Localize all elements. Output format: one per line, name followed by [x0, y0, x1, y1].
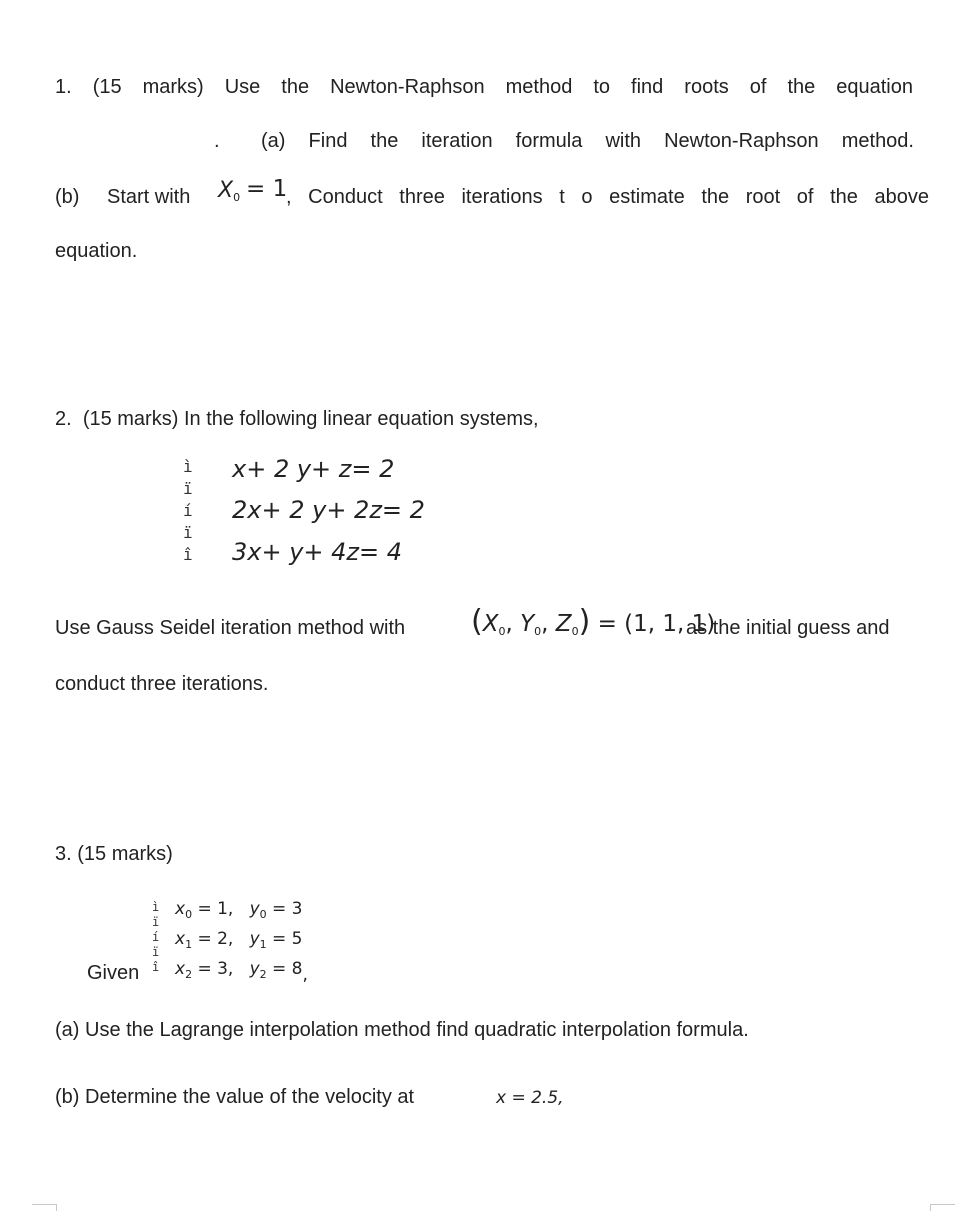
q1-part-b-label: (b): [55, 186, 80, 208]
page-corner-left: [32, 1204, 57, 1211]
q3-x1-value: = 2,: [197, 929, 234, 949]
q2-brace-middle: í: [183, 501, 193, 520]
q2-brace-bottom: î: [183, 545, 193, 564]
q3-part-b-expression: x = 2.5,: [496, 1088, 564, 1108]
q1-number: 1.: [55, 76, 72, 98]
q2-instruction-start: Use Gauss Seidel iteration method with: [55, 617, 406, 639]
q2-equation-2: 2x+ 2 y+ 2z= 2: [232, 496, 425, 524]
q3-y2: y: [249, 959, 260, 979]
q2-number: 2.: [55, 408, 72, 430]
q1-x0-variable: [218, 178, 240, 204]
q3-y1-sub: 1: [259, 938, 267, 951]
q2-guess-y-sub: 0: [534, 625, 542, 638]
q1-part-a: [261, 130, 914, 153]
q1-part-b-rest: , Conduct three iterations t o estimate the root of the above: [286, 186, 929, 208]
q3-y0: y: [249, 899, 260, 919]
q1-x0-var: X: [218, 178, 234, 203]
q2-brace: [183, 456, 193, 566]
q2-text: In the following linear equation systems,: [183, 408, 539, 430]
q3-brace: [152, 900, 159, 975]
q2-final-line: conduct three iterations.: [55, 673, 269, 695]
q3-x2: x: [175, 959, 186, 979]
q3-y2-sub: 2: [259, 968, 267, 981]
q3-brace-upper: ï: [152, 915, 160, 929]
q3-brace-middle: í: [152, 930, 160, 944]
q3-heading: [55, 843, 173, 866]
q3-y1: y: [249, 929, 260, 949]
q3-part-b: (b) Determine the value of the velocity at: [55, 1086, 415, 1108]
q1-x0-sub: 0: [233, 191, 241, 204]
q3-given-label: Given: [87, 962, 140, 984]
q1-part-b-start: Start with: [107, 186, 191, 208]
q1-equation-placeholder: .: [214, 130, 220, 152]
q3-x2-sub: 2: [185, 968, 193, 981]
q3-x1-sub: 1: [185, 938, 193, 951]
q3-x1: x: [175, 929, 186, 949]
q2-brace-lower: ï: [183, 523, 193, 542]
q2-equation-1: x+ 2 y+ z= 2: [232, 455, 395, 483]
q3-brace-bottom: î: [152, 960, 160, 974]
q1-part-b-end: equation.: [55, 240, 138, 262]
q2-brace-top: ì: [183, 457, 193, 476]
q3-number: 3.: [55, 843, 72, 865]
q1-marks: (15 marks): [92, 76, 204, 98]
q3-y2-value: = 8: [272, 959, 303, 979]
q2-marks: (15 marks): [82, 408, 179, 430]
q3-row-0: [175, 899, 303, 921]
q3-trailing-comma: ,: [302, 965, 308, 985]
q1-line-1: [55, 76, 913, 99]
q2-guess-x-sub: 0: [498, 625, 506, 638]
q3-x2-value: = 3,: [197, 959, 234, 979]
q3-row-2: [175, 959, 308, 985]
q2-guess-values: = (1, 1, 1): [597, 611, 716, 637]
q3-brace-top: ì: [152, 900, 160, 914]
q2-initial-guess: ($X_0$, $Y_0$, $Z_0) = (1$, 1, 1): [471, 604, 716, 639]
page-corner-right: [930, 1204, 955, 1211]
q1-part-a-label: (a): [261, 130, 286, 152]
q3-x0-value: = 1,: [197, 899, 234, 919]
q3-brace-lower: ï: [152, 945, 160, 959]
q3-x0-sub: 0: [185, 908, 193, 921]
q3-part-a: (a) Use the Lagrange interpolation method find quadratic interpolation formula.: [55, 1019, 749, 1041]
q2-guess-z: Z: [555, 611, 572, 637]
q2-instruction-end: as the initial guess and: [686, 617, 890, 639]
q2-equation-3: 3x+ y+ 4z= 4: [232, 538, 403, 566]
q3-marks: (15 marks): [77, 843, 173, 865]
q3-y0-sub: 0: [259, 908, 267, 921]
q2-guess-z-sub: 0: [571, 625, 579, 638]
q2-brace-upper: ï: [183, 479, 193, 498]
q3-y0-value: = 3: [272, 899, 303, 919]
q2-line-1: [55, 408, 539, 431]
q2-guess-x: X: [482, 611, 499, 637]
q3-row-1: [175, 929, 303, 951]
q1-part-a-text: Find the iteration formula with Newton-Raphson method.: [308, 130, 914, 152]
q2-guess-y: Y: [520, 611, 535, 637]
q3-x0: x: [175, 899, 186, 919]
q1-x0-equals: = 1: [246, 176, 288, 202]
q1-text: Use the Newton-Raphson method to find roots of the equation: [224, 76, 913, 98]
q3-y1-value: = 5: [272, 929, 303, 949]
